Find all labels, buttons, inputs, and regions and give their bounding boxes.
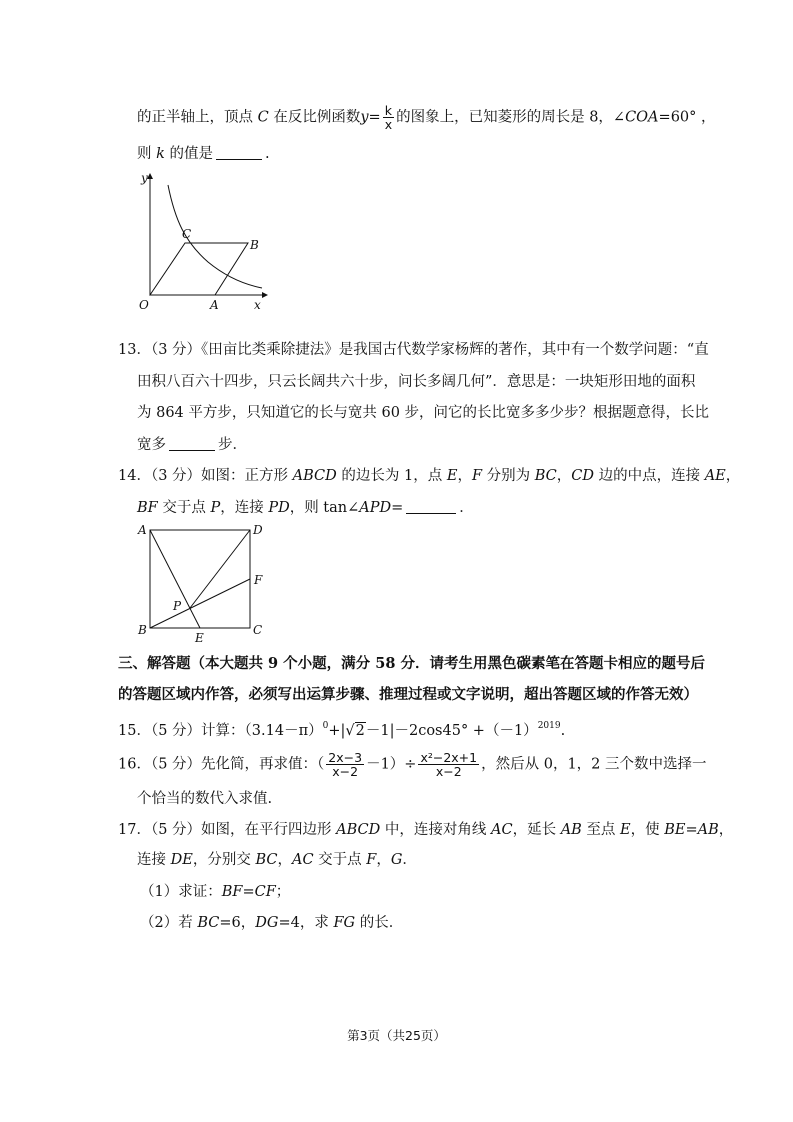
q16-fraction-2: $\frac{\text{x²−2x+1}}{x-2}$ — [420, 750, 478, 779]
q17-subquestion-1: （1）求证：BF=CF； — [140, 884, 291, 900]
q14-line-1: 14．（3 分）如图：正方形 ABCD 的边长为 1，点 E，F 分别为 BC，CD 边的中点，连接 AE， — [118, 468, 741, 484]
rhombus-OABC — [150, 243, 248, 295]
page-footer: 第3页（共25页） — [347, 1028, 446, 1043]
q16-line-1: 16．（5 分）先化简，再求值：（ $\frac{2x-3}{x-2}$ －1）÷ $\frac{\text{x²−2x+1}}{x-2}$ ，然后从 0，1，2 三个数中选择一 — [118, 750, 707, 779]
q13-line-1: 13．（3 分）《田亩比类乘除捷法》是我国古代数学家杨辉的著作，其中有一个数学问题：“直 — [118, 342, 709, 358]
section-3-line-2: 的答题区域内作答，必须写出运算步骤、推理过程或文字说明，超出答题区域的作答无效） — [118, 686, 698, 703]
label-C: C — [253, 623, 263, 637]
label-B: B — [138, 623, 147, 637]
label-A: A — [210, 298, 219, 312]
answer-blank — [169, 436, 215, 451]
label-E: E — [195, 631, 204, 645]
q12-figure — [130, 170, 280, 320]
segment-PD — [190, 530, 250, 608]
q13-line-4: 宽多 步． — [137, 437, 247, 453]
q12-line-2: 则 k 的值是 . — [137, 146, 270, 162]
label-B: B — [250, 238, 259, 252]
q14-line-2: BF 交于点 P，连接 PD，则 tan∠APD= ． — [137, 500, 474, 516]
segment-BF — [150, 579, 250, 628]
q15-line: 15．（5 分）计算：$(3.14-\pi)^0+|√2-1|-2\cos 45^\circ +(-1)^{2019}$. — [118, 721, 566, 739]
segment-AE — [150, 530, 200, 628]
q12-fraction: $\frac{k}{x}$ — [384, 103, 393, 132]
q13-line-2: 田积八百六十四步，只云长阔共六十步，问长多阔几何”．意思是：一块矩形田地的面积 — [137, 374, 696, 390]
answer-blank — [406, 499, 456, 514]
label-x: x — [254, 298, 261, 312]
q12-line-1: 的正半轴上，顶点 C 在反比例函数y= $\frac{k}{x}$ 的图象上，已知菱形的周长是 8，∠COA=60° ， — [137, 103, 716, 132]
q17-line-2: 连接 DE，分别交 BC，AC 交于点 F，G． — [137, 852, 417, 868]
label-P: P — [173, 599, 182, 613]
label-y: y — [141, 171, 148, 185]
q16-line-2: 个恰当的数代入求值. — [137, 791, 273, 807]
label-D: D — [253, 523, 263, 537]
q13-line-3: 为 864 平方步，只知道它的长与宽共 60 步，问它的长比宽多多少步？根据题意得，长比 — [137, 405, 710, 421]
q14-figure — [133, 518, 273, 646]
q17-line-1: 17．（5 分）如图，在平行四边形 ABCD 中，连接对角线 AC，延长 AB 至点 E，使 BE=AB， — [118, 822, 734, 838]
q16-fraction-1: $\frac{2x-3}{x-2}$ — [328, 750, 363, 779]
answer-blank — [216, 145, 262, 160]
label-F: F — [254, 573, 263, 587]
label-A: A — [138, 523, 147, 537]
section-3-line-1: 三、解答题（本大题共 9 个小题，满分 58 分．请考生用黑色碳素笔在答题卡相应的题号后 — [118, 655, 705, 672]
label-C: C — [182, 227, 192, 241]
square-ABCD — [150, 530, 250, 628]
q17-subquestion-2: （2）若 BC=6，DG=4，求 FG 的长． — [140, 915, 404, 931]
label-O: O — [139, 298, 149, 312]
